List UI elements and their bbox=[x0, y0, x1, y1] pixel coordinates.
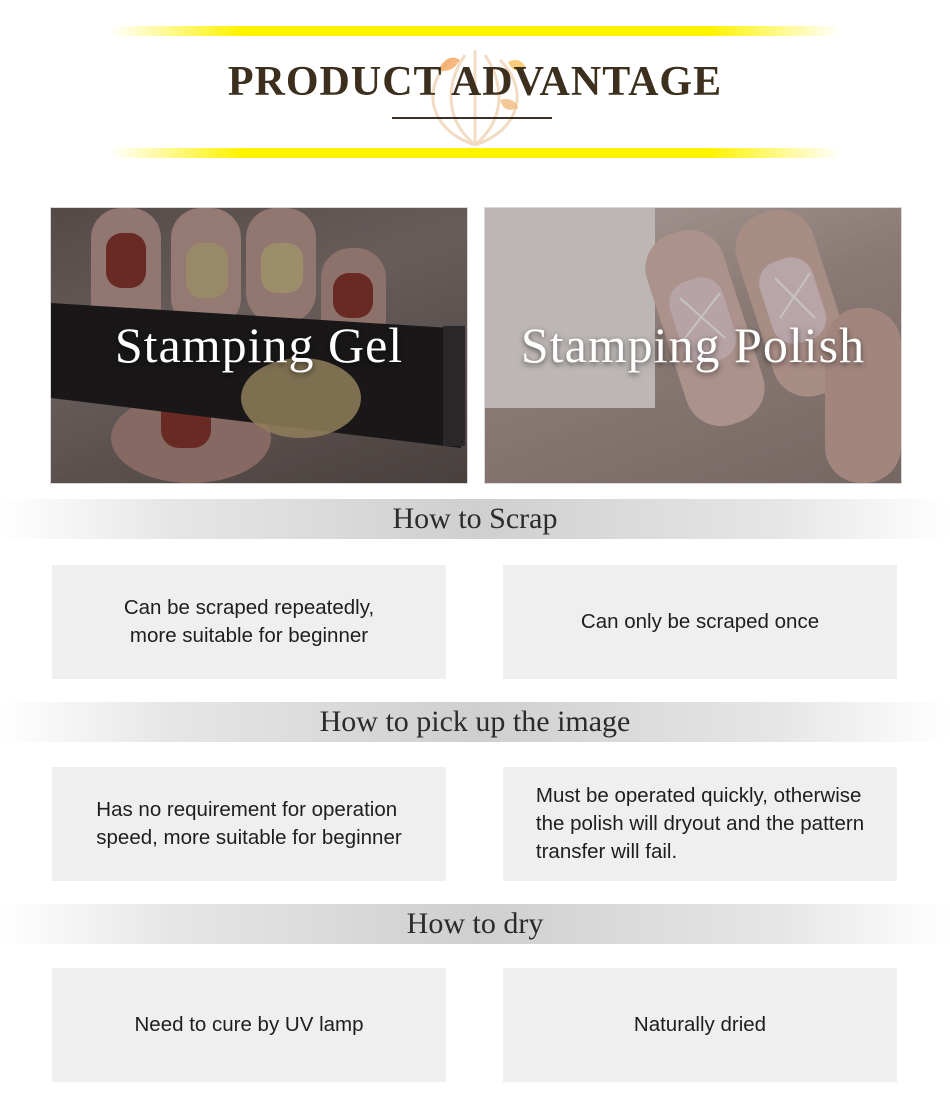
header-top-bar bbox=[110, 26, 840, 36]
title-underline bbox=[392, 117, 552, 119]
dry-gel-text: Need to cure by UV lamp bbox=[134, 1013, 364, 1036]
pickup-polish-box bbox=[503, 767, 897, 881]
scrap-gel-box bbox=[52, 565, 446, 679]
stamping-polish-label: Stamping Polish bbox=[520, 317, 866, 373]
header-bottom-bar bbox=[110, 148, 840, 158]
section-header-pickup bbox=[0, 702, 950, 742]
section-header-scrap bbox=[0, 499, 950, 539]
page-title: PRODUCT ADVANTAGE bbox=[227, 59, 723, 105]
dry-gel-box bbox=[52, 968, 446, 1082]
pickup-gel-box bbox=[52, 767, 446, 881]
stamping-gel-photo bbox=[50, 207, 468, 484]
section-title: How to pick up the image bbox=[319, 705, 631, 738]
scrap-gel-text: Can be scraped repeatedly, more suitable for beginner bbox=[123, 596, 375, 647]
section-title: How to dry bbox=[406, 907, 544, 940]
stamping-gel-label: Stamping Gel bbox=[114, 317, 404, 373]
scrap-polish-box bbox=[503, 565, 897, 679]
scrap-polish-text: Can only be scraped once bbox=[580, 610, 820, 633]
pickup-polish-text: Must be operated quickly, otherwise the polish will dryout and the pattern transfer will fail. bbox=[535, 784, 865, 863]
dry-polish-box bbox=[503, 968, 897, 1082]
section-title: How to Scrap bbox=[392, 502, 558, 535]
pickup-gel-text: Has no requirement for operation speed, more suitable for beginner bbox=[96, 798, 402, 849]
dry-polish-text: Naturally dried bbox=[633, 1013, 767, 1036]
stamping-polish-photo bbox=[484, 207, 902, 484]
section-header-dry bbox=[0, 904, 950, 944]
